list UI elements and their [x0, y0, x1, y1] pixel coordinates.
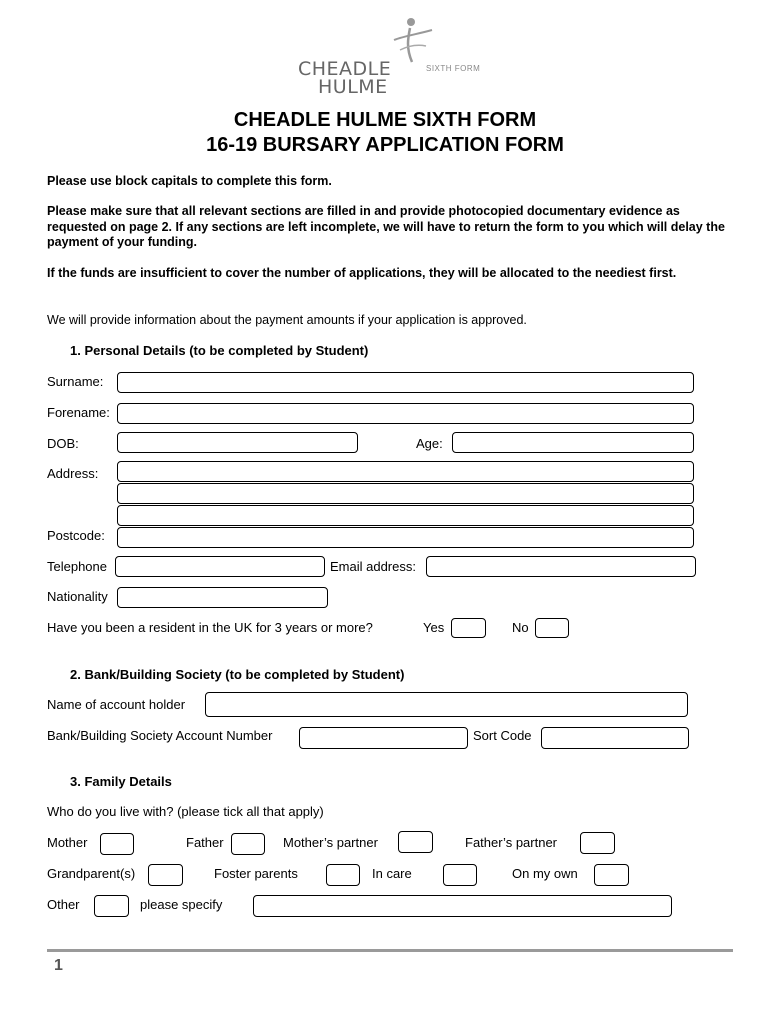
live-with-question: Who do you live with? (please tick all that apply)	[47, 804, 324, 819]
logo-line2: HULME	[318, 76, 388, 98]
surname-field[interactable]	[117, 372, 694, 393]
postcode-field[interactable]	[117, 527, 694, 548]
account-number-label: Bank/Building Society Account Number	[47, 728, 273, 743]
forename-field[interactable]	[117, 403, 694, 424]
other-label: Other	[47, 897, 80, 912]
mother-label: Mother	[47, 835, 88, 850]
on-my-own-label: On my own	[512, 866, 578, 881]
sort-code-label: Sort Code	[473, 728, 532, 743]
email-label: Email address:	[330, 559, 416, 574]
account-holder-field[interactable]	[205, 692, 688, 717]
section3-heading: 3. Family Details	[70, 774, 172, 789]
mothers-partner-label: Mother’s partner	[283, 835, 378, 850]
age-field[interactable]	[452, 432, 694, 453]
foster-parents-label: Foster parents	[214, 866, 298, 881]
nationality-field[interactable]	[117, 587, 328, 608]
in-care-checkbox[interactable]	[443, 864, 477, 886]
resident-question: Have you been a resident in the UK for 3 years or more?	[47, 620, 373, 635]
address-line1-field[interactable]	[117, 461, 694, 482]
resident-no-checkbox[interactable]	[535, 618, 569, 638]
intro-p4: We will provide information about the payment amounts if your application is approved.	[47, 313, 527, 327]
intro-p3: If the funds are insufficient to cover the number of applications, they will be allocated to the neediest first.	[47, 266, 677, 280]
page-number: 1	[54, 957, 63, 974]
logo-sub: SIXTH FORM	[426, 64, 481, 73]
other-checkbox[interactable]	[94, 895, 129, 917]
email-field[interactable]	[426, 556, 696, 577]
grandparents-label: Grandparent(s)	[47, 866, 136, 881]
specify-label: please specify	[140, 897, 223, 912]
intro-p2: Please make sure that all relevant sections are filled in and provide photocopied documentary evidence as requested on page 2. If any sections are left incomplete, we will have to return the form to you which will delay the payment of your funding.	[47, 204, 725, 249]
resident-yes-label: Yes	[423, 620, 445, 635]
sort-code-field[interactable]	[541, 727, 689, 749]
surname-label: Surname:	[47, 374, 104, 389]
on-my-own-checkbox[interactable]	[594, 864, 629, 886]
form-title-line1: CHEADLE HULME SIXTH FORM	[233, 109, 537, 131]
nationality-label: Nationality	[47, 589, 108, 604]
fathers-partner-checkbox[interactable]	[580, 832, 615, 854]
account-number-field[interactable]	[299, 727, 468, 749]
section2-heading: 2. Bank/Building Society (to be completed by Student)	[70, 667, 405, 682]
age-label: Age:	[416, 436, 443, 451]
forename-label: Forename:	[47, 405, 110, 420]
foster-parents-checkbox[interactable]	[326, 864, 360, 886]
fathers-partner-label: Father’s partner	[465, 835, 558, 850]
intro-p1: Please use block capitals to complete this form.	[47, 174, 332, 188]
footer-divider	[47, 949, 733, 952]
school-logo	[298, 16, 498, 98]
address-label: Address:	[47, 466, 99, 481]
telephone-field[interactable]	[115, 556, 325, 577]
father-checkbox[interactable]	[231, 833, 265, 855]
postcode-label: Postcode:	[47, 528, 105, 543]
mothers-partner-checkbox[interactable]	[398, 831, 433, 853]
telephone-label: Telephone	[47, 559, 107, 574]
resident-yes-checkbox[interactable]	[451, 618, 486, 638]
mother-checkbox[interactable]	[100, 833, 134, 855]
in-care-label: In care	[372, 866, 412, 881]
section1-heading: 1. Personal Details (to be completed by Student)	[70, 343, 369, 358]
account-holder-label: Name of account holder	[47, 697, 186, 712]
dob-label: DOB:	[47, 436, 79, 451]
address-line3-field[interactable]	[117, 505, 694, 526]
address-line2-field[interactable]	[117, 483, 694, 504]
form-title-line2: 16-19 BURSARY APPLICATION FORM	[206, 134, 564, 156]
dob-field[interactable]	[117, 432, 358, 453]
resident-no-label: No	[512, 620, 529, 635]
grandparents-checkbox[interactable]	[148, 864, 183, 886]
logo-line1: CHEADLE	[298, 58, 392, 80]
father-label: Father	[186, 835, 224, 850]
specify-field[interactable]	[253, 895, 672, 917]
